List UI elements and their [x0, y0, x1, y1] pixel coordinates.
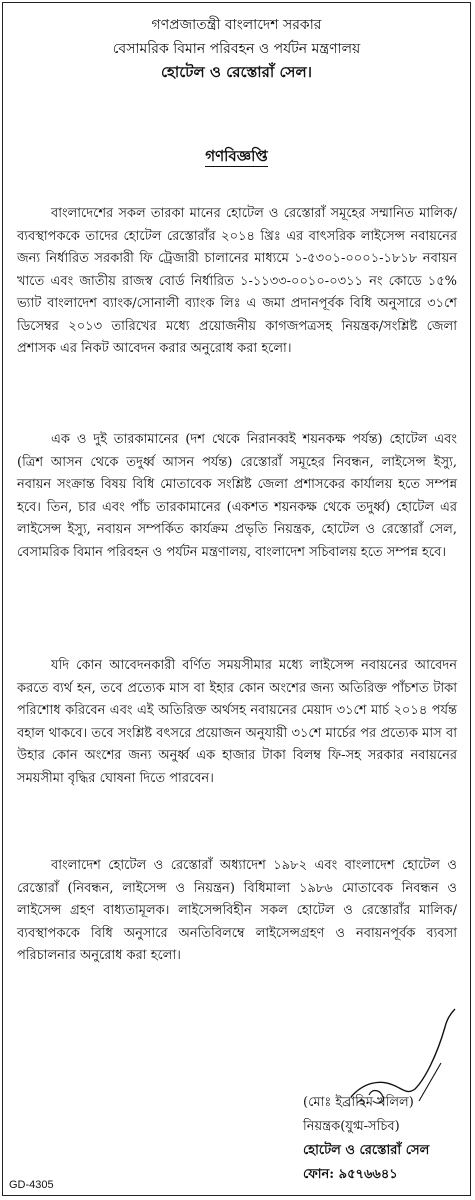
header-ministry: বেসামরিক বিমান পরিবহন ও পর্যটন মন্ত্রণালয় — [112, 41, 361, 57]
notice-border — [2, 2, 471, 1196]
paragraph-3: যদি কোন আবেদনকারী বর্ণিত সময়সীমার মধ্যে লাইসেন্স নবায়নের আবেদন করতে ব্যর্থ হন, তবে প্রত্যেক মাস বা ইহার কোন অংশের জন্য অতিরিক্ত পাঁচশত টাকা পরিশোধ করিবেন এবং এই অতিরিক্ত অর্থসহ নবায়নের মেয়াদ ৩১শে মার্চ ২০১৪ পর্যন্ত বহাল থাকবে। তবে সংশ্লিষ্ট বৎসরে প্রয়োজন অনুযায়ী ৩১শে মার্চের পর প্রত্যেক মাস বা উহার কোন অংশের জন্য অনুর্ধ্ব এক হাজার টাকা বিলম্ব ফি-সহ সরকার নবায়নের সময়সীমা বৃদ্ধির ঘোষনা দিতে পারবেন। — [17, 658, 457, 786]
notice-title-text: গণবিজ্ঞপ্তি — [205, 147, 268, 165]
header-cell: হোটেল ও রেস্তোরাঁ সেল। — [160, 63, 313, 81]
paragraph-4: বাংলাদেশ হোটেল ও রেস্তোরাঁ অধ্যাদেশ ১৯৮২ এবং বাংলাদেশ হোটেল ও রেস্তোরাঁ (নিবন্ধন, লাইসেন্স ও নিয়ন্ত্রন) বিধিমালা ১৯৮৬ মোতাবেক নিবন্ধন ও লাইসেন্স গ্রহণ বাধ্যতামূলক। লাইসেন্সবিহীন সকল হোটেল ও রেস্তোরাঁর মালিক/ব্যবস্থাপককে বিধি অনুসারে অনতিবিলম্বে লাইসেন্সগ্রহণ ও নবায়নপূর্বক ব্যবসা পরিচালনার অনুরোধ করা হলো। — [17, 858, 457, 963]
signature-block — [303, 1091, 429, 1187]
paragraph-2: এক ও দুই তারকামানের (দশ থেকে নিরানব্বই শয়নকক্ষ পর্যন্ত) হোটেল এবং (ত্রিশ আসন থেকে তদুর্ধ্ব আসন পর্যন্ত) রেস্তোরাঁ সমূহের নিবন্ধন, লাইসেন্স ইস্যু, নবায়ন সংক্রান্ত বিষয় বিধি মোতাবেক সংশ্লিষ্ট জেলা প্রশাসকের কার্যালয় হতে সম্পন্ন হবে। তিন, চার এবং পাঁচ তারকামানের (একশত শয়নকক্ষ থেকে তদুর্ধ্ব) হোটেল এর লাইসেন্স ইস্যু, নবায়ন সম্পর্কিত কার্যক্রম প্রভৃতি নিয়ন্ত্রক, হোটেল ও রেস্তোরাঁ সেল, বেসামরিক বিমান পরিবহন ও পর্যটন মন্ত্রণালয়, বাংলাদেশ সচিবালয় হতে সম্পন্ন হবে। — [17, 432, 457, 560]
signatory-phone: ফোন: ৯৫৭৬৬৪১ — [303, 1167, 398, 1182]
signatory-office: হোটেল ও রেস্তোরাঁ সেল — [303, 1143, 430, 1158]
signatory-designation: নিয়ন্ত্রক(যুগ্ম-সচিব) — [303, 1119, 400, 1134]
notice-title — [3, 145, 470, 170]
signatory-name: (মোঃ ইব্রাহিম খলিল) — [303, 1095, 414, 1110]
paragraph-1: বাংলাদেশের সকল তারকা মানের হোটেল ও রেস্তোরাঁ সমূহের সম্মানিত মালিক/ব্যবস্থাপককে তাদের হোটেল রেস্তোরাঁর ২০১৪ খ্রিঃ এর বাৎসরিক লাইসেন্স নবায়নের জন্য নির্ধারিত সরকারী ফি ট্রেজারী চালানের মাধ্যমে ১-৫৩০১-০০০১-১৮১৮ নবায়ন খাতে এবং জাতীয় রাজস্ব বোর্ড নির্ধারিত ১-১১৩৩-০০১০-০৩১১ নং কোডে ১৫% ভ্যাট বাংলাদেশ ব্যাংক/সোনালী ব্যাংক লিঃ এ জমা প্রদানপূর্বক বিধি অনুসারে ৩১শে ডিসেম্বর ২০১৩ তারিখের মধ্যে প্রয়োজনীয় কাগজপত্রসহ নিয়ন্ত্রক/সংশ্লিষ্ট জেলা প্রশাসক এর নিকট আবেদন করার অনুরোধ করা হলো। — [17, 206, 457, 356]
header-government: গণপ্রজাতন্ত্রী বাংলাদেশ সরকার — [151, 17, 322, 33]
ad-code: GD-4305 — [9, 1179, 54, 1191]
